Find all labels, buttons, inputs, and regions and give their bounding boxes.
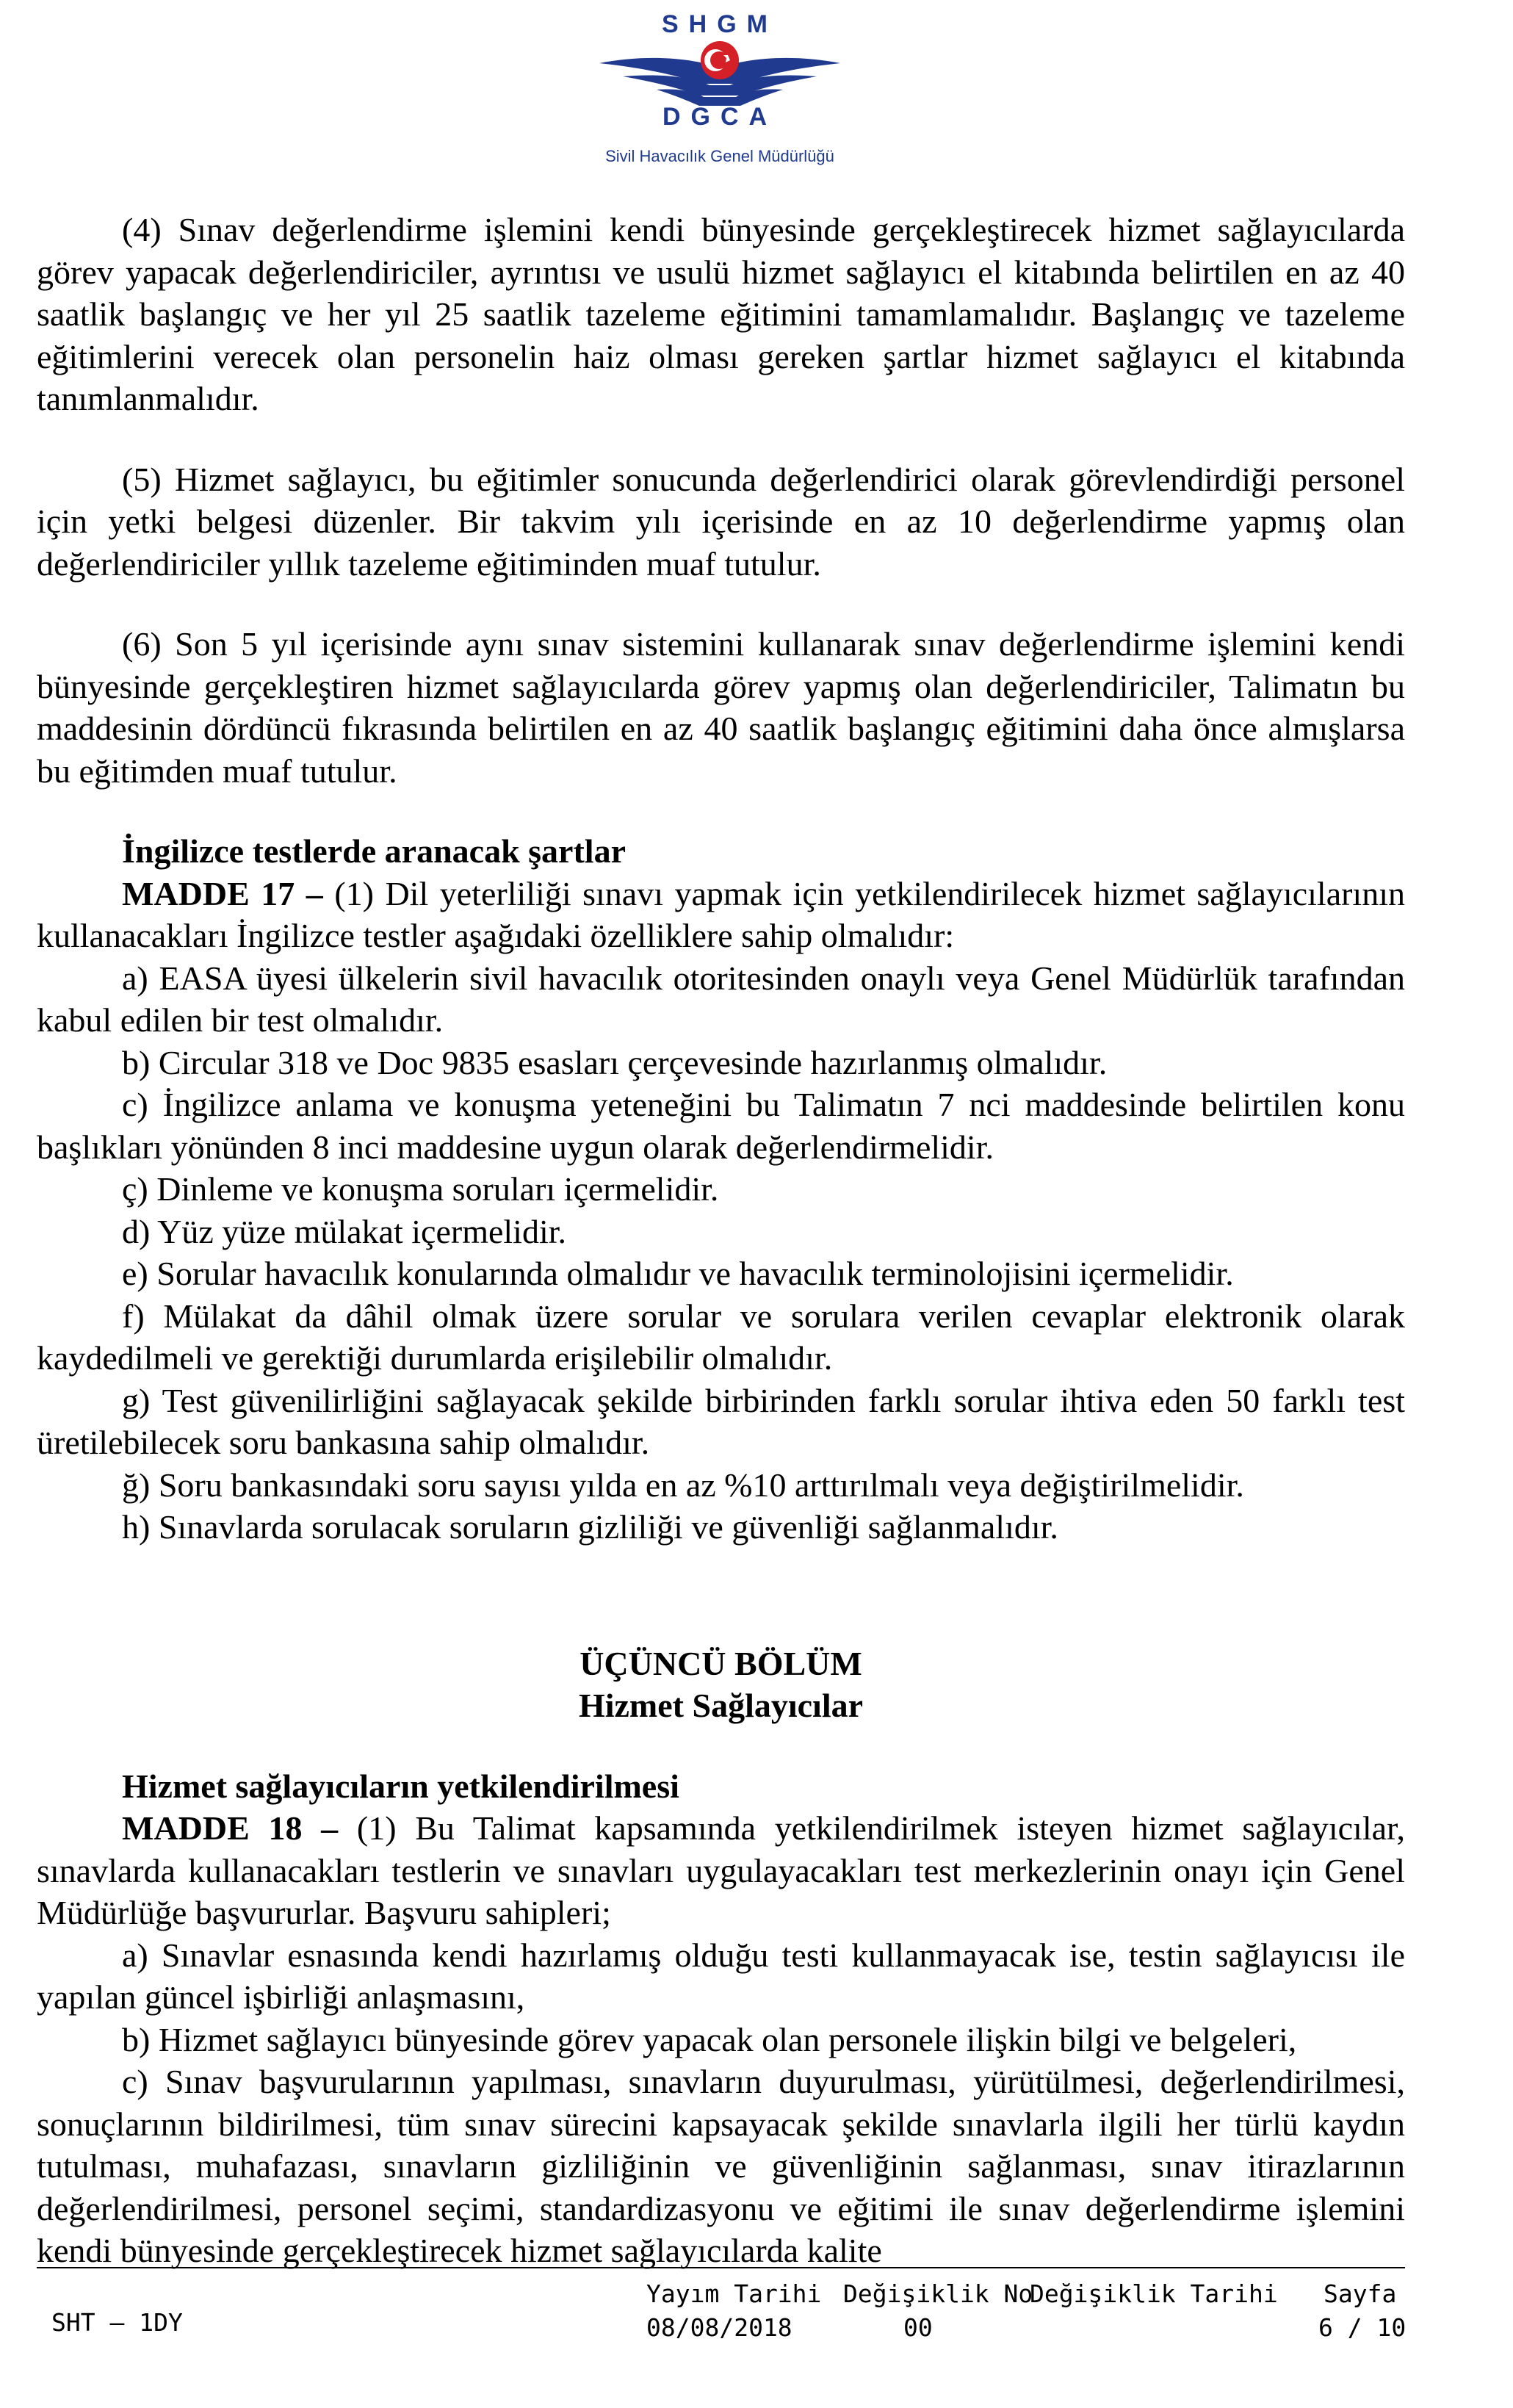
document-body bbox=[37, 209, 1405, 2272]
article-17-item-h: h) Sınavlarda sorulacak soruların gizliliği ve güvenliği sağlanmalıdır. bbox=[122, 1508, 1058, 1546]
footer-pub-date-label: Yayım Tarihi bbox=[646, 2279, 822, 2308]
logo-bottom-text: DGCA bbox=[662, 103, 778, 131]
footer-pub-date: 08/08/2018 bbox=[646, 2313, 792, 2342]
article-17-item-f: f) Mülakat da dâhil olmak üzere sorular ve sorulara verilen cevaplar elektronik olarak kaydedilmeli ve gerektiği durumlarda erişilebilir olmalıdır. bbox=[37, 1297, 1405, 1377]
article-17-item-d: d) Yüz yüze mülakat içermelidir. bbox=[122, 1212, 567, 1250]
heading-authorization: Hizmet sağlayıcıların yetkilendirilmesi bbox=[122, 1767, 679, 1805]
footer-rev-date-label: Değişiklik Tarihi bbox=[1030, 2279, 1278, 2308]
article-18-item-a: a) Sınavlar esnasında kendi hazırlamış olduğu testi kullanmayacak ise, testin sağlayıcısı ile yapılan güncel işbirliği anlaşmasını, bbox=[37, 1936, 1405, 2016]
paragraph-5: (5) Hizmet sağlayıcı, bu eğitimler sonucunda değerlendirici olarak görevlendirdiği personel için yetki belgesi düzenler. Bir takvim yılı içerisinde en az 10 değerlendirme yapmış olan değerlendiriciler yıllık tazeleme eğitiminden muaf tutulur. bbox=[37, 460, 1405, 583]
article-18-item-b: b) Hizmet sağlayıcı bünyesinde görev yapacak olan personele ilişkin bilgi ve belgeleri, bbox=[122, 2020, 1297, 2058]
logo-caption: Sivil Havacılık Genel Müdürlüğü bbox=[605, 147, 834, 165]
article-17-item-a: a) EASA üyesi ülkelerin sivil havacılık otoritesinden onaylı veya Genel Müdürlük tarafından kabul edilen bir test olmalıdır. bbox=[37, 959, 1405, 1039]
logo-top-text: SHGM bbox=[662, 10, 778, 38]
article-17-text: (1) Dil yeterliliği sınavı yapmak için yetkilendirilecek hizmet sağlayıcılarının kullanacakları İngilizce testler aşağıdaki özelliklere sahip olmalıdır: bbox=[37, 874, 1405, 954]
section-subtitle: Hizmet Sağlayıcılar bbox=[578, 1687, 864, 1724]
section-title: ÜÇÜNCÜ BÖLÜM bbox=[579, 1644, 862, 1682]
footer-rev-no-label: Değişiklik No bbox=[843, 2279, 1033, 2308]
footer-rev-no: 00 bbox=[903, 2313, 933, 2342]
footer-doc-code: SHT – 1DY bbox=[51, 2308, 183, 2337]
article-18-item-c: c) Sınav başvurularının yapılması, sınavların duyurulması, yürütülmesi, değerlendirilmesi, sonuçlarının bildirilmesi, tüm sınav sürecini kapsayacak şekilde sınavlarla ilgili her türlü kaydın tutulması, muhafazası, sınavların gizliliğinin ve güvenliğinin sağlanması, sınav itirazlarının değerlendirilmesi, personel seçimi, standardizasyonu ve eğitimi ile sınav değerlendirme işlemini kendi bünyesinde gerçekleştirecek hizmet sağlayıcılarda kalite bbox=[37, 2063, 1405, 2269]
footer-page-number: 6 / 10 bbox=[1318, 2313, 1407, 2342]
heading-english-tests: İngilizce testlerde aranacak şartlar bbox=[122, 832, 626, 870]
footer-divider bbox=[37, 2267, 1405, 2268]
footer-page-label: Sayfa bbox=[1324, 2279, 1397, 2308]
article-18-text: (1) Bu Talimat kapsamında yetkilendirilmek isteyen hizmet sağlayıcılar, sınavlarda kullanacakları testlerin ve sınavları uygulayacakları test merkezlerinin onayı için Genel Müdürlüğe başvururlar. Başvuru sahipleri; bbox=[37, 1809, 1405, 1931]
article-17-item-e: e) Sorular havacılık konularında olmalıdır ve havacılık terminolojisini içermelidir. bbox=[122, 1255, 1234, 1292]
article-17-intro bbox=[37, 873, 1405, 957]
article-17-item-c: c) İngilizce anlama ve konuşma yeteneğini bu Talimatın 7 nci maddesinde belirtilen konu başlıkları yönünden 8 inci maddesine uygun olarak değerlendirmelidir. bbox=[37, 1086, 1405, 1166]
article-17-item-g: g) Test güvenilirliğini sağlayacak şekilde birbirinden farklı sorular ihtiva eden 50 farklı test üretilebilecek soru bankasına sahip olmalıdır. bbox=[37, 1381, 1405, 1461]
article-17-item-b: b) Circular 318 ve Doc 9835 esasları çerçevesinde hazırlanmış olmalıdır. bbox=[122, 1043, 1108, 1081]
paragraph-4: (4) Sınav değerlendirme işlemini kendi bünyesinde gerçekleştirecek hizmet sağlayıcılarda görev yapacak değerlendiriciler, ayrıntısı ve usulü hizmet sağlayıcı el kitabında belirtilen en az 40 saatlik başlangıç ve her yıl 25 saatlik tazeleme eğitimini tamamlamalıdır. Başlangıç ve tazeleme eğitimlerini verecek olan personelin haiz olması gereken şartlar hizmet sağlayıcı el kitabında tanımlanmalıdır. bbox=[37, 211, 1405, 417]
article-18-label: MADDE 18 – bbox=[122, 1809, 339, 1847]
article-18-intro bbox=[37, 1807, 1405, 1934]
page-footer bbox=[0, 2274, 1513, 2362]
paragraph-6: (6) Son 5 yıl içerisinde aynı sınav sistemini kullanarak sınav değerlendirme işlemini kendi bünyesinde gerçekleştiren hizmet sağlayıcılarda görev yapmış olan değerlendiriciler, Talimatın bu maddesinin dördüncü fıkrasında belirtilen en az 40 saatlik başlangıç eğitimini daha önce almışlarsa bu eğitimden muaf tutulur. bbox=[37, 625, 1405, 790]
article-17-item-gg: ğ) Soru bankasındaki soru sayısı yılda en az %10 arttırılmalı veya değiştirilmelidir. bbox=[122, 1466, 1244, 1504]
article-17-item-cc: ç) Dinleme ve konuşma soruları içermelidir. bbox=[122, 1170, 719, 1208]
article-17-label: MADDE 17 – bbox=[122, 874, 323, 912]
